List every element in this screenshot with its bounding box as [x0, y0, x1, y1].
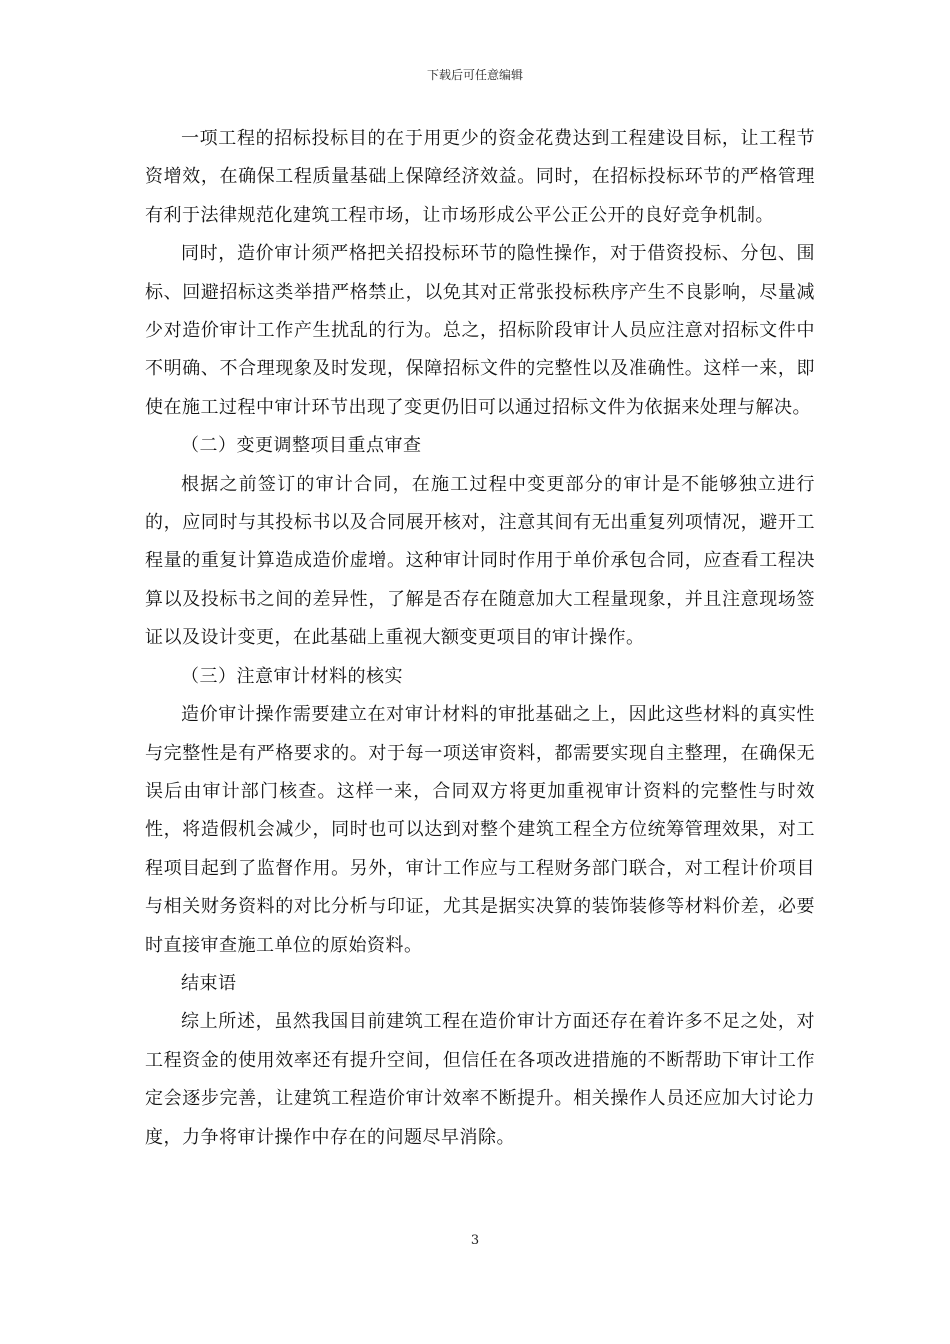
section-heading-conclusion: 结束语 — [181, 972, 237, 994]
section-heading-change-review: （二）变更调整项目重点审查 — [181, 435, 422, 457]
paragraph-bidding-audit: 同时，造价审计须严格把关招投标环节的隐性操作，对于借资投标、分包、围标、回避招标这类举措严格禁止，以免其对正常张投标秩序产生不良影响，尽量减少对造价审计工作产生扰乱的行为。总之，招标阶段审计人员应注意对招标文件中不明确、不合理现象及时发现，保障招标文件的完整性以及准确性。这样一来，即使在施工过程中审计环节出现了变更仍旧可以通过招标文件为依据来处理与解决。 — [145, 243, 815, 418]
paragraph-conclusion: 综上所述，虽然我国目前建筑工程在造价审计方面还存在着许多不足之处，对工程资金的使用效率还有提升空间，但信任在各项改进措施的不断帮助下审计工作定会逐步完善，让建筑工程造价审计效率不断提升。相关操作人员还应加大讨论力度，力争将审计操作中存在的问题尽早消除。 — [145, 1011, 815, 1148]
page-number: 3 — [470, 1233, 480, 1248]
paragraph-change-review: 根据之前签订的审计合同，在施工过程中变更部分的审计是不能够独立进行的，应同时与其投标书以及合同展开核对，注意其间有无出重复列项情况，避开工程量的重复计算造成造价虚增。这种审计同时作用于单价承包合同，应查看工程决算以及投标书之间的差异性，了解是否存在随意加大工程量现象，并且注意现场签证以及设计变更，在此基础上重视大额变更项目的审计操作。 — [145, 473, 815, 649]
page-header: 下载后可任意编辑 — [426, 68, 523, 82]
document-body — [145, 120, 815, 1157]
paragraph-bidding-purpose: 一项工程的招标投标目的在于用更少的资金花费达到工程建设目标，让工程节资增效，在确保工程质量基础上保障经济效益。同时，在招标投标环节的严格管理有利于法律规范化建筑工程市场，让市场形成公平公正公开的良好竞争机制。 — [145, 128, 815, 226]
paragraph-material-verification: 造价审计操作需要建立在对审计材料的审批基础之上，因此这些材料的真实性与完整性是有严格要求的。对于每一项送审资料，都需要实现自主整理，在确保无误后由审计部门核查。这样一来，合同双方将更加重视审计资料的完整性与时效性，将造假机会减少，同时也可以达到对整个建筑工程全方位统筹管理效果，对工程项目起到了监督作用。另外，审计工作应与工程财务部门联合，对工程计价项目与相关财务资料的对比分析与印证，尤其是据实决算的装饰装修等材料价差，必要时直接审查施工单位的原始资料。 — [145, 704, 815, 956]
section-heading-material-verification: （三）注意审计材料的核实 — [181, 665, 403, 687]
